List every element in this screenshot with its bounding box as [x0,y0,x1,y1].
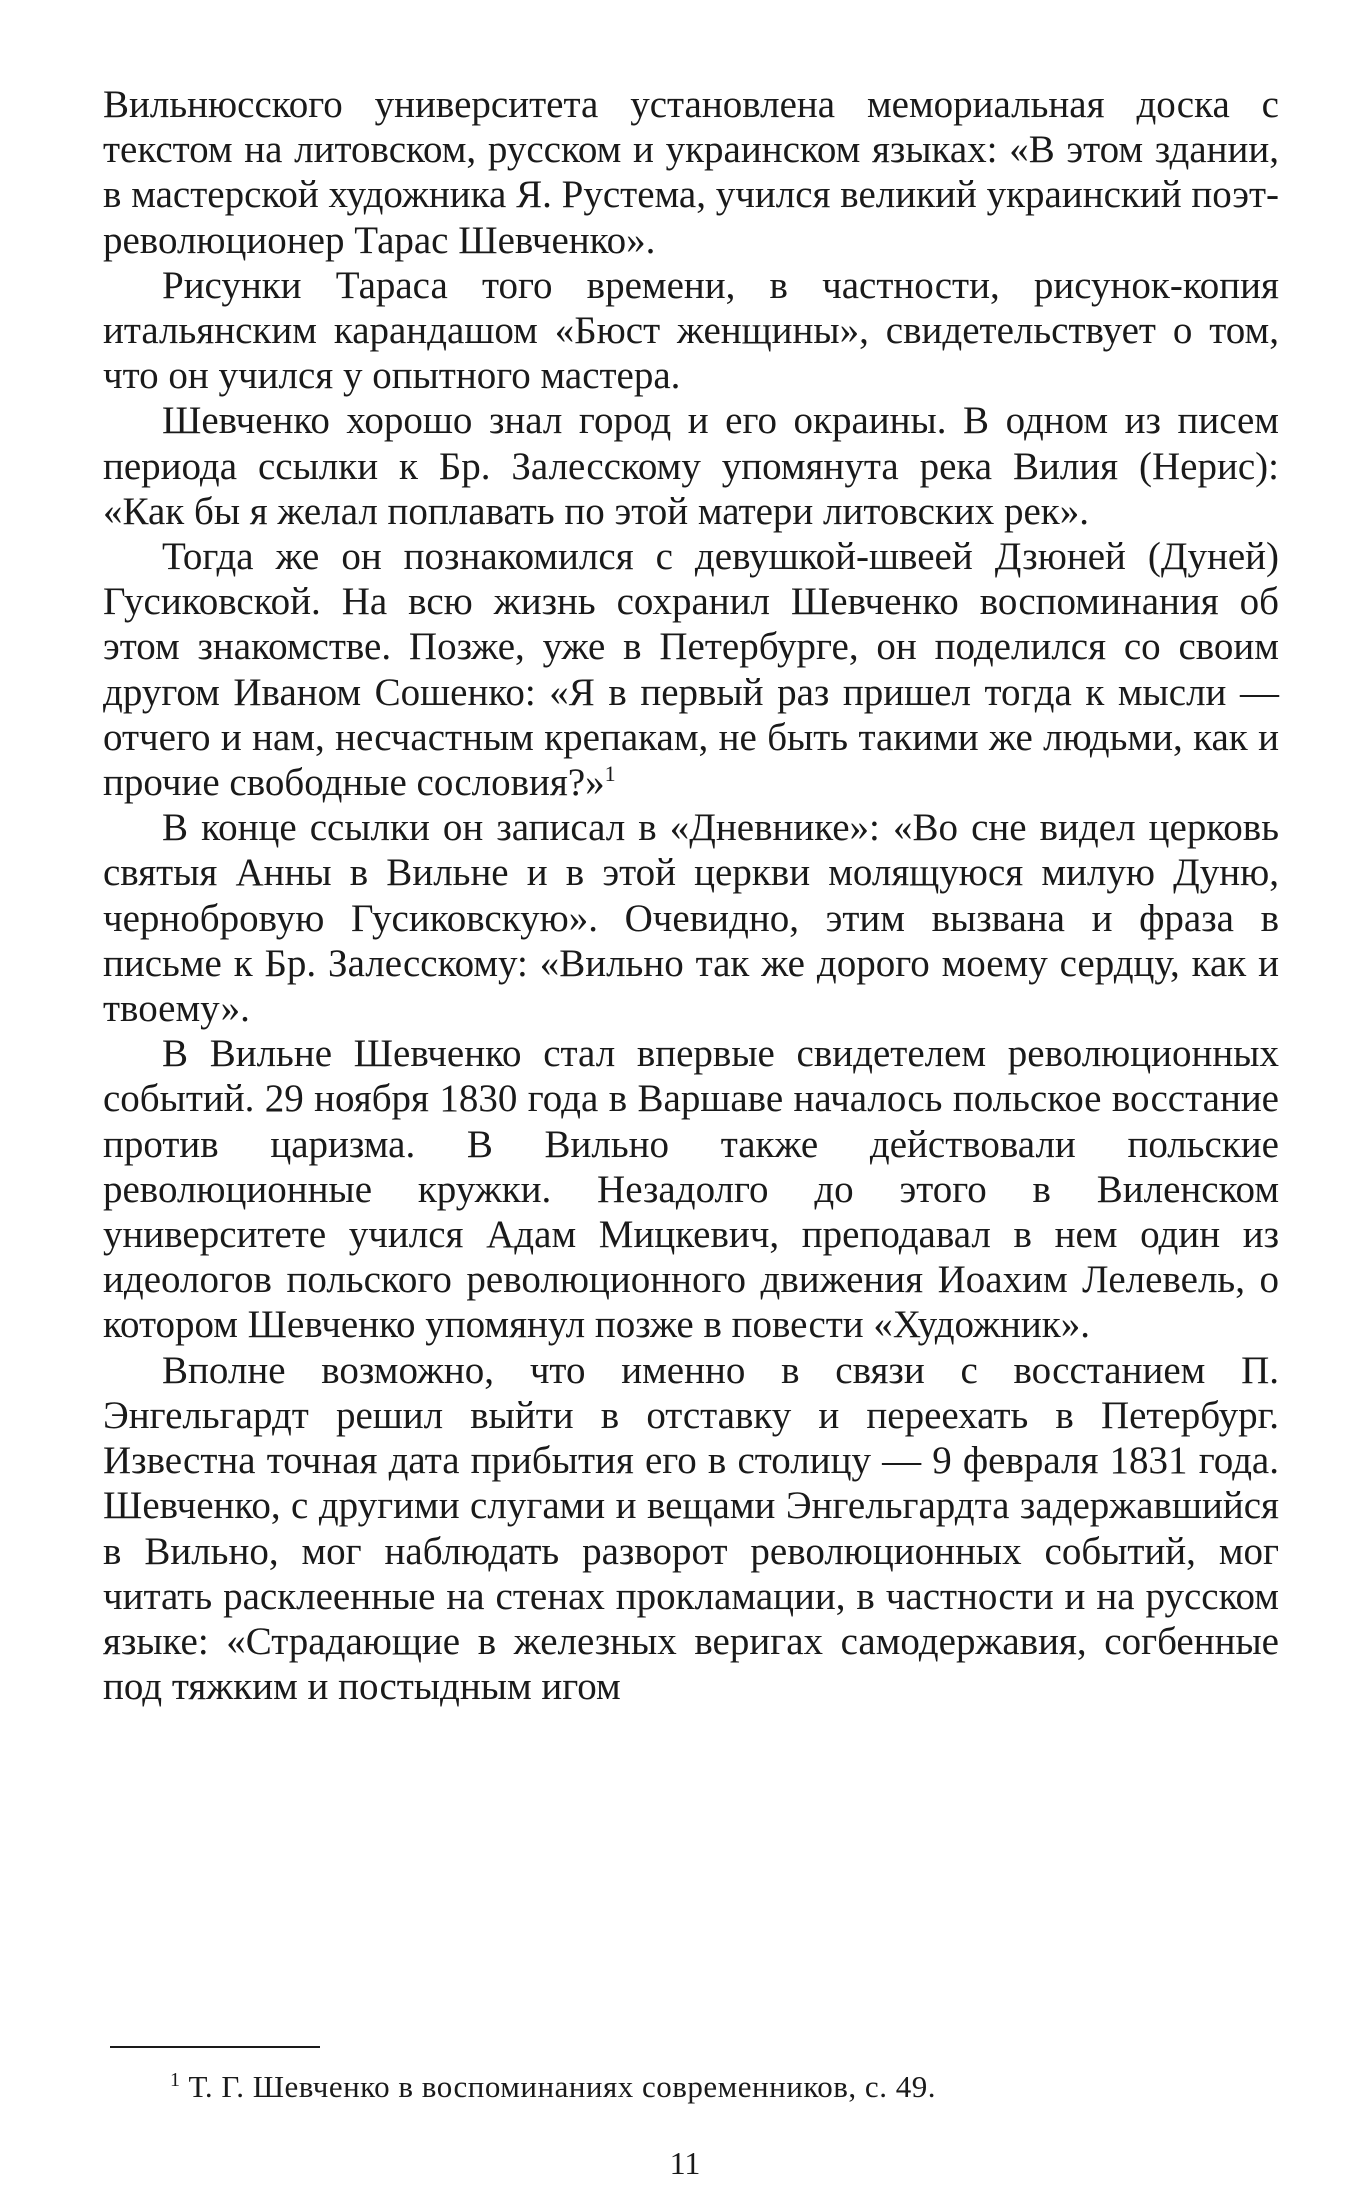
paragraph-6: В Вильне Шевченко стал впервые свидетелем революционных событий. 29 ноября 1830 года в Варшаве началось польское восстание против царизма. В Вильно также действовали польские революционные кружки. Незадолго до этого в Виленском университете учился Адам Мицкевич, преподавал в нем один из идеологов польского революционного движения Иоахим Лелевель, о котором Шевченко упомянул позже в повести «Художник». [103,1032,1279,1347]
paragraph-4 [103,534,1279,805]
paragraph-4-text: Тогда же он познакомился с девушкой-швеей Дзюней (Дуней) Гусиковской. На всю жизнь сохранил Шевченко воспоминания об этом знакомстве. Позже, уже в Петербурге, он поделился со своим другом Иваном Сошенко: «Я в первый раз пришел тогда к мысли — отчего и нам, несчастным крепакам, не быть такими же людьми, как и прочие свободные сословия?» [103,535,1279,805]
paragraph-7: Вполне возможно, что именно в связи с восстанием П. Энгельгардт решил выйти в отставку и переехать в Петербург. Известна точная дата прибытия его в столицу — 9 февраля 1831 года. Шевченко, с другими слугами и вещами Энгельгардта задержавшийся в Вильно, мог наблюдать разворот революционных событий, мог читать расклеенные на стенах прокламации, в частности и на русском языке: «Страдающие в железных веригах самодержавия, согбенные под тяжким и постыдным игом [103,1348,1279,1709]
paragraph-2: Рисунки Тараса того времени, в частности, рисунок-копия итальянским карандашом «Бюст женщины», свидетельствует о том, что он учился у опытного мастера. [103,263,1279,398]
paragraph-5: В конце ссылки он записал в «Дневнике»: «Во сне видел церковь святыя Анны в Вильне и в этой церкви молящуюся милую Дуню, чернобровую Гусиковскую». Очевидно, этим вызвана и фраза в письме к Бр. Залесскому: «Вильно так же дорого моему сердцу, как и твоему». [103,806,1279,1031]
footnote-divider [110,2046,320,2048]
footnote-text: Т. Г. Шевченко в воспоминаниях современников, с. 49. [188,2069,936,2104]
page-number: 11 [669,2145,701,2181]
paragraph-1: Вильнюсского университета установлена мемориальная доска с текстом на литовском, русском и украинском языках: «В этом здании, в мастерской художника Я. Рустема, учился великий украинский поэт-революционер Тарас Шевченко». [103,83,1279,262]
footnote [170,2068,1290,2106]
footnote-mark: 1 [170,2068,181,2091]
footnote-reference: 1 [604,761,616,787]
paragraph-3: Шевченко хорошо знал город и его окраины. В одном из писем периода ссылки к Бр. Залесскому упомянута река Вилия (Нерис): «Как бы я желал поплавать по этой матери литовских рек». [103,399,1279,533]
page-body [103,82,1279,1709]
